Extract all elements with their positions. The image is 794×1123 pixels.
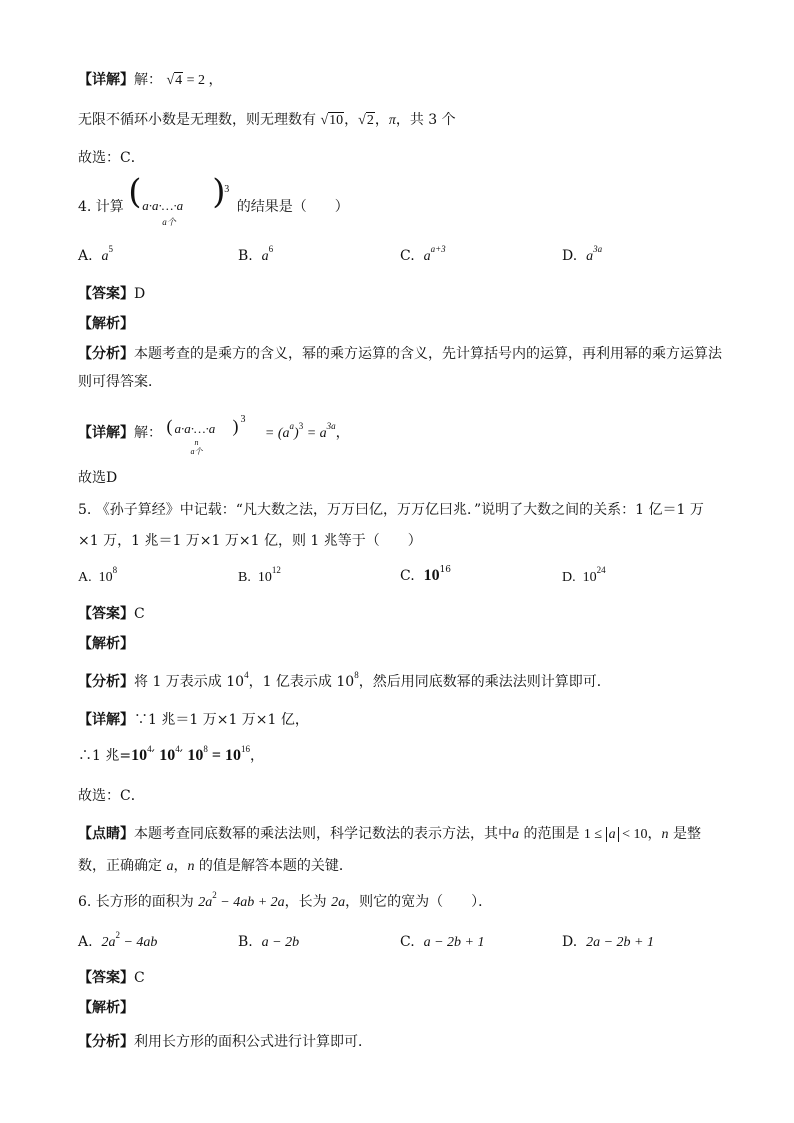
opt-text: 2a	[101, 935, 116, 950]
irrational-line	[78, 110, 456, 131]
opt-base: 10	[423, 567, 440, 584]
dj2-var-n: n	[187, 859, 195, 874]
detail-under: a个	[190, 447, 203, 456]
opt-label: C.	[400, 248, 415, 264]
q5-option-a[interactable]	[78, 564, 118, 588]
term-exp: 8	[203, 743, 208, 754]
dj-var-n: n	[661, 827, 669, 842]
fx-tag: 【分析】	[78, 674, 134, 690]
detail-eq: = a	[303, 426, 327, 441]
q6-area-1: 2a	[198, 895, 213, 910]
opt-text: a − 2b	[261, 935, 300, 950]
detail-line-q3	[78, 70, 223, 91]
term-base: 10	[225, 747, 241, 764]
detail-pre: 解：	[134, 425, 162, 441]
q5-fx	[78, 669, 611, 692]
opt-base: 10	[582, 570, 597, 585]
q6-stem-a: 6. 长方形的面积为	[78, 894, 199, 910]
fx-text: 利用长方形的面积公式进行计算即可．	[134, 1034, 372, 1050]
opt-label: A.	[78, 248, 93, 264]
sqrt10: √10	[320, 113, 344, 128]
q6-option-d[interactable]	[562, 932, 654, 953]
right-paren: )	[212, 172, 226, 212]
detail-tag: 【详解】	[78, 425, 134, 441]
q5-option-b[interactable]	[238, 564, 281, 588]
term-base: 10	[159, 747, 176, 764]
detail-left-paren: (	[166, 416, 173, 436]
detail-right-paren: )	[232, 416, 239, 436]
detail-inner: a·a·…·a	[174, 421, 216, 436]
opt-exp: 2	[115, 929, 120, 940]
opt-exp: 16	[439, 564, 452, 575]
answer-value: C	[134, 606, 145, 622]
fx-tag: 【分析】	[78, 1034, 134, 1050]
q5-stem-line2: ×1 万，1 兆＝1 万×1 万×1 亿，则 1 兆等于（ ）	[78, 533, 422, 549]
opt-exp: 5	[108, 243, 113, 254]
q5-answer	[78, 604, 145, 624]
q6-area-1-exp: 2	[212, 889, 217, 900]
q4-bracket-expr	[128, 172, 232, 227]
term-base: 10	[187, 747, 204, 764]
dj-range-var: a	[606, 827, 619, 842]
detail-end: ，	[335, 425, 350, 441]
dj2-c: 的值是解答本题的关键．	[194, 858, 353, 874]
detail-text: ∵1 兆＝1 万×1 万×1 亿，	[134, 712, 309, 728]
q4-outer-exp: 3	[224, 184, 230, 195]
opt-label: B.	[238, 934, 253, 950]
fx-tag: 【分析】	[78, 346, 134, 362]
q6-fx	[78, 1032, 372, 1052]
dj-range-post: < 10	[618, 827, 648, 842]
sqrt2: √2	[358, 113, 374, 128]
q6-area-2: − 4ab + 2a	[216, 895, 285, 910]
irrational-tail: ，共 3 个	[395, 112, 456, 128]
dj2-b: ，	[173, 858, 188, 874]
opt-label: D.	[562, 934, 578, 950]
q5-option-c[interactable]	[400, 566, 451, 586]
q4-fx-line2: 则可得答案．	[78, 374, 162, 390]
opt-exp: 3a	[593, 243, 603, 254]
opt-base: 10	[98, 570, 113, 585]
q4-stem-pre: 4. 计算	[78, 199, 124, 215]
detail-eq: = 2 ，	[183, 73, 223, 88]
q6-stem-b: ，长为	[284, 894, 332, 910]
opt-base: a	[423, 249, 431, 264]
fx-b: ，1 亿表示成 10	[248, 674, 355, 690]
q5-dianjing-line1	[78, 824, 701, 845]
q4-option-c[interactable]	[400, 243, 446, 267]
q5-stem-line1: 5. 《孙子算经》中记载：“凡大数之法，万万曰亿，万万亿曰兆．”说明了大数之间的关系：1 亿＝1 万	[78, 502, 704, 518]
detail-n: n	[194, 438, 199, 447]
detail-pre: 解：	[134, 72, 162, 88]
q4-option-a[interactable]	[78, 243, 113, 267]
q6-option-b[interactable]	[238, 932, 299, 953]
opt-label: B.	[238, 248, 253, 264]
q6-answer	[78, 968, 145, 988]
dj-a: 本题考查同底数幂的乘法法则，科学记数法的表示方法，其中	[134, 826, 512, 842]
opt-label: D.	[562, 248, 578, 264]
term-exp: 4	[175, 743, 180, 754]
term-end: ，	[250, 748, 264, 764]
opt-base: a	[261, 249, 269, 264]
opt-label: D.	[562, 570, 576, 585]
q4-fx-line1	[78, 344, 722, 364]
opt-text: a − 2b + 1	[423, 935, 485, 950]
detail-exp1: 3	[240, 414, 246, 425]
opt-exp: 24	[596, 564, 606, 575]
sqrt10-arg: 10	[329, 113, 344, 128]
sqrt2-arg: 2	[366, 113, 374, 128]
detail-exp3: 3a	[326, 420, 336, 431]
q4-choose: 故选D	[78, 470, 118, 486]
term-eq: =	[207, 747, 225, 764]
dj-tag: 【点睛】	[78, 826, 134, 842]
answer-tag: 【答案】	[78, 606, 134, 622]
q4-option-d[interactable]	[562, 243, 603, 267]
opt-exp: 12	[271, 564, 281, 575]
dj-range-pre: 1 ≤	[583, 827, 606, 842]
detail-mid2: )	[294, 426, 299, 441]
q4-inner-main: a·a·…·a	[142, 198, 184, 213]
q6-option-c[interactable]	[400, 932, 484, 953]
opt-label: A.	[78, 570, 92, 585]
q5-therefore	[78, 743, 264, 766]
q4-stem-post: 的结果是（ ）	[236, 199, 349, 215]
dj-b: 的范围是	[519, 826, 584, 842]
q4-stem	[78, 172, 349, 232]
q6-length: 2a	[331, 895, 346, 910]
fx-a: 将 1 万表示成 10	[134, 674, 245, 690]
q4-analysis-tag: 【解析】	[78, 316, 134, 332]
sqrt-expression: √4	[166, 73, 183, 88]
choose-c-q3: 故选：C．	[78, 150, 145, 166]
answer-tag: 【答案】	[78, 286, 134, 302]
fx-a-exp: 4	[244, 669, 249, 680]
q4-option-b[interactable]	[238, 243, 274, 267]
opt-tail: − 4ab	[119, 935, 158, 950]
answer-value: C	[134, 970, 145, 986]
detail-tag: 【详解】	[78, 72, 134, 88]
opt-label: C.	[400, 934, 415, 950]
term-sep: ′	[179, 748, 183, 764]
term-base: 10	[131, 747, 148, 764]
dj-d: 是整	[668, 826, 701, 842]
left-paren: (	[128, 172, 142, 212]
term-exp: 16	[241, 743, 250, 754]
fx-text: 本题考查的是乘方的含义，幂的乘方运算的含义，先计算括号内的运算，再利用幂的乘方运算法	[134, 346, 722, 362]
q5-option-d[interactable]	[562, 564, 606, 588]
opt-base: 10	[257, 570, 272, 585]
detail-bracket-expr	[166, 414, 260, 456]
pi: π	[388, 113, 396, 128]
q5-choose: 故选：C．	[78, 788, 145, 804]
answer-value: D	[134, 286, 146, 302]
opt-text: 2a − 2b + 1	[586, 935, 654, 950]
q5-analysis-tag: 【解析】	[78, 636, 134, 652]
term-exp: 4	[147, 743, 152, 754]
opt-label: C.	[400, 568, 415, 584]
answer-tag: 【答案】	[78, 970, 134, 986]
sqrt-arg: 4	[175, 73, 183, 88]
sep2: ，	[374, 112, 389, 128]
detail-mid-exp: a	[289, 420, 295, 431]
opt-base: a	[101, 249, 109, 264]
q6-stem	[78, 889, 493, 913]
dj2-var-a: a	[166, 859, 174, 874]
dj-var-a: a	[512, 827, 519, 842]
q6-analysis-tag: 【解析】	[78, 1000, 134, 1016]
dj2-a: 数，正确确定	[78, 858, 167, 874]
fx-c: ，然后用同底数幂的乘法法则计算即可．	[358, 674, 611, 690]
opt-exp: 8	[112, 564, 118, 575]
q6-option-a[interactable]	[78, 929, 158, 953]
q5-dianjing-line2	[78, 856, 353, 877]
opt-base: a	[586, 249, 594, 264]
opt-exp: a+3	[430, 243, 446, 254]
detail-mid: = (a	[264, 426, 290, 441]
therefore-pre: ∴1 兆=	[78, 748, 132, 764]
irrational-text: 无限不循环小数是无理数，则无理数有	[78, 112, 316, 128]
q4-inner-under: a个	[162, 217, 176, 227]
opt-label: A.	[78, 934, 93, 950]
sep1: ，	[344, 112, 359, 128]
q5-detail	[78, 710, 309, 730]
fx-b-exp: 8	[354, 669, 359, 680]
opt-exp: 6	[268, 243, 274, 254]
detail-tag: 【详解】	[78, 712, 134, 728]
dj-c: ，	[647, 826, 662, 842]
opt-label: B.	[238, 570, 251, 585]
q4-detail	[78, 416, 350, 456]
term-sep: ′	[151, 748, 155, 764]
q4-answer	[78, 284, 145, 304]
detail-exp2: 3	[298, 420, 304, 431]
q6-stem-c: ，则它的宽为（ ）．	[345, 894, 493, 910]
